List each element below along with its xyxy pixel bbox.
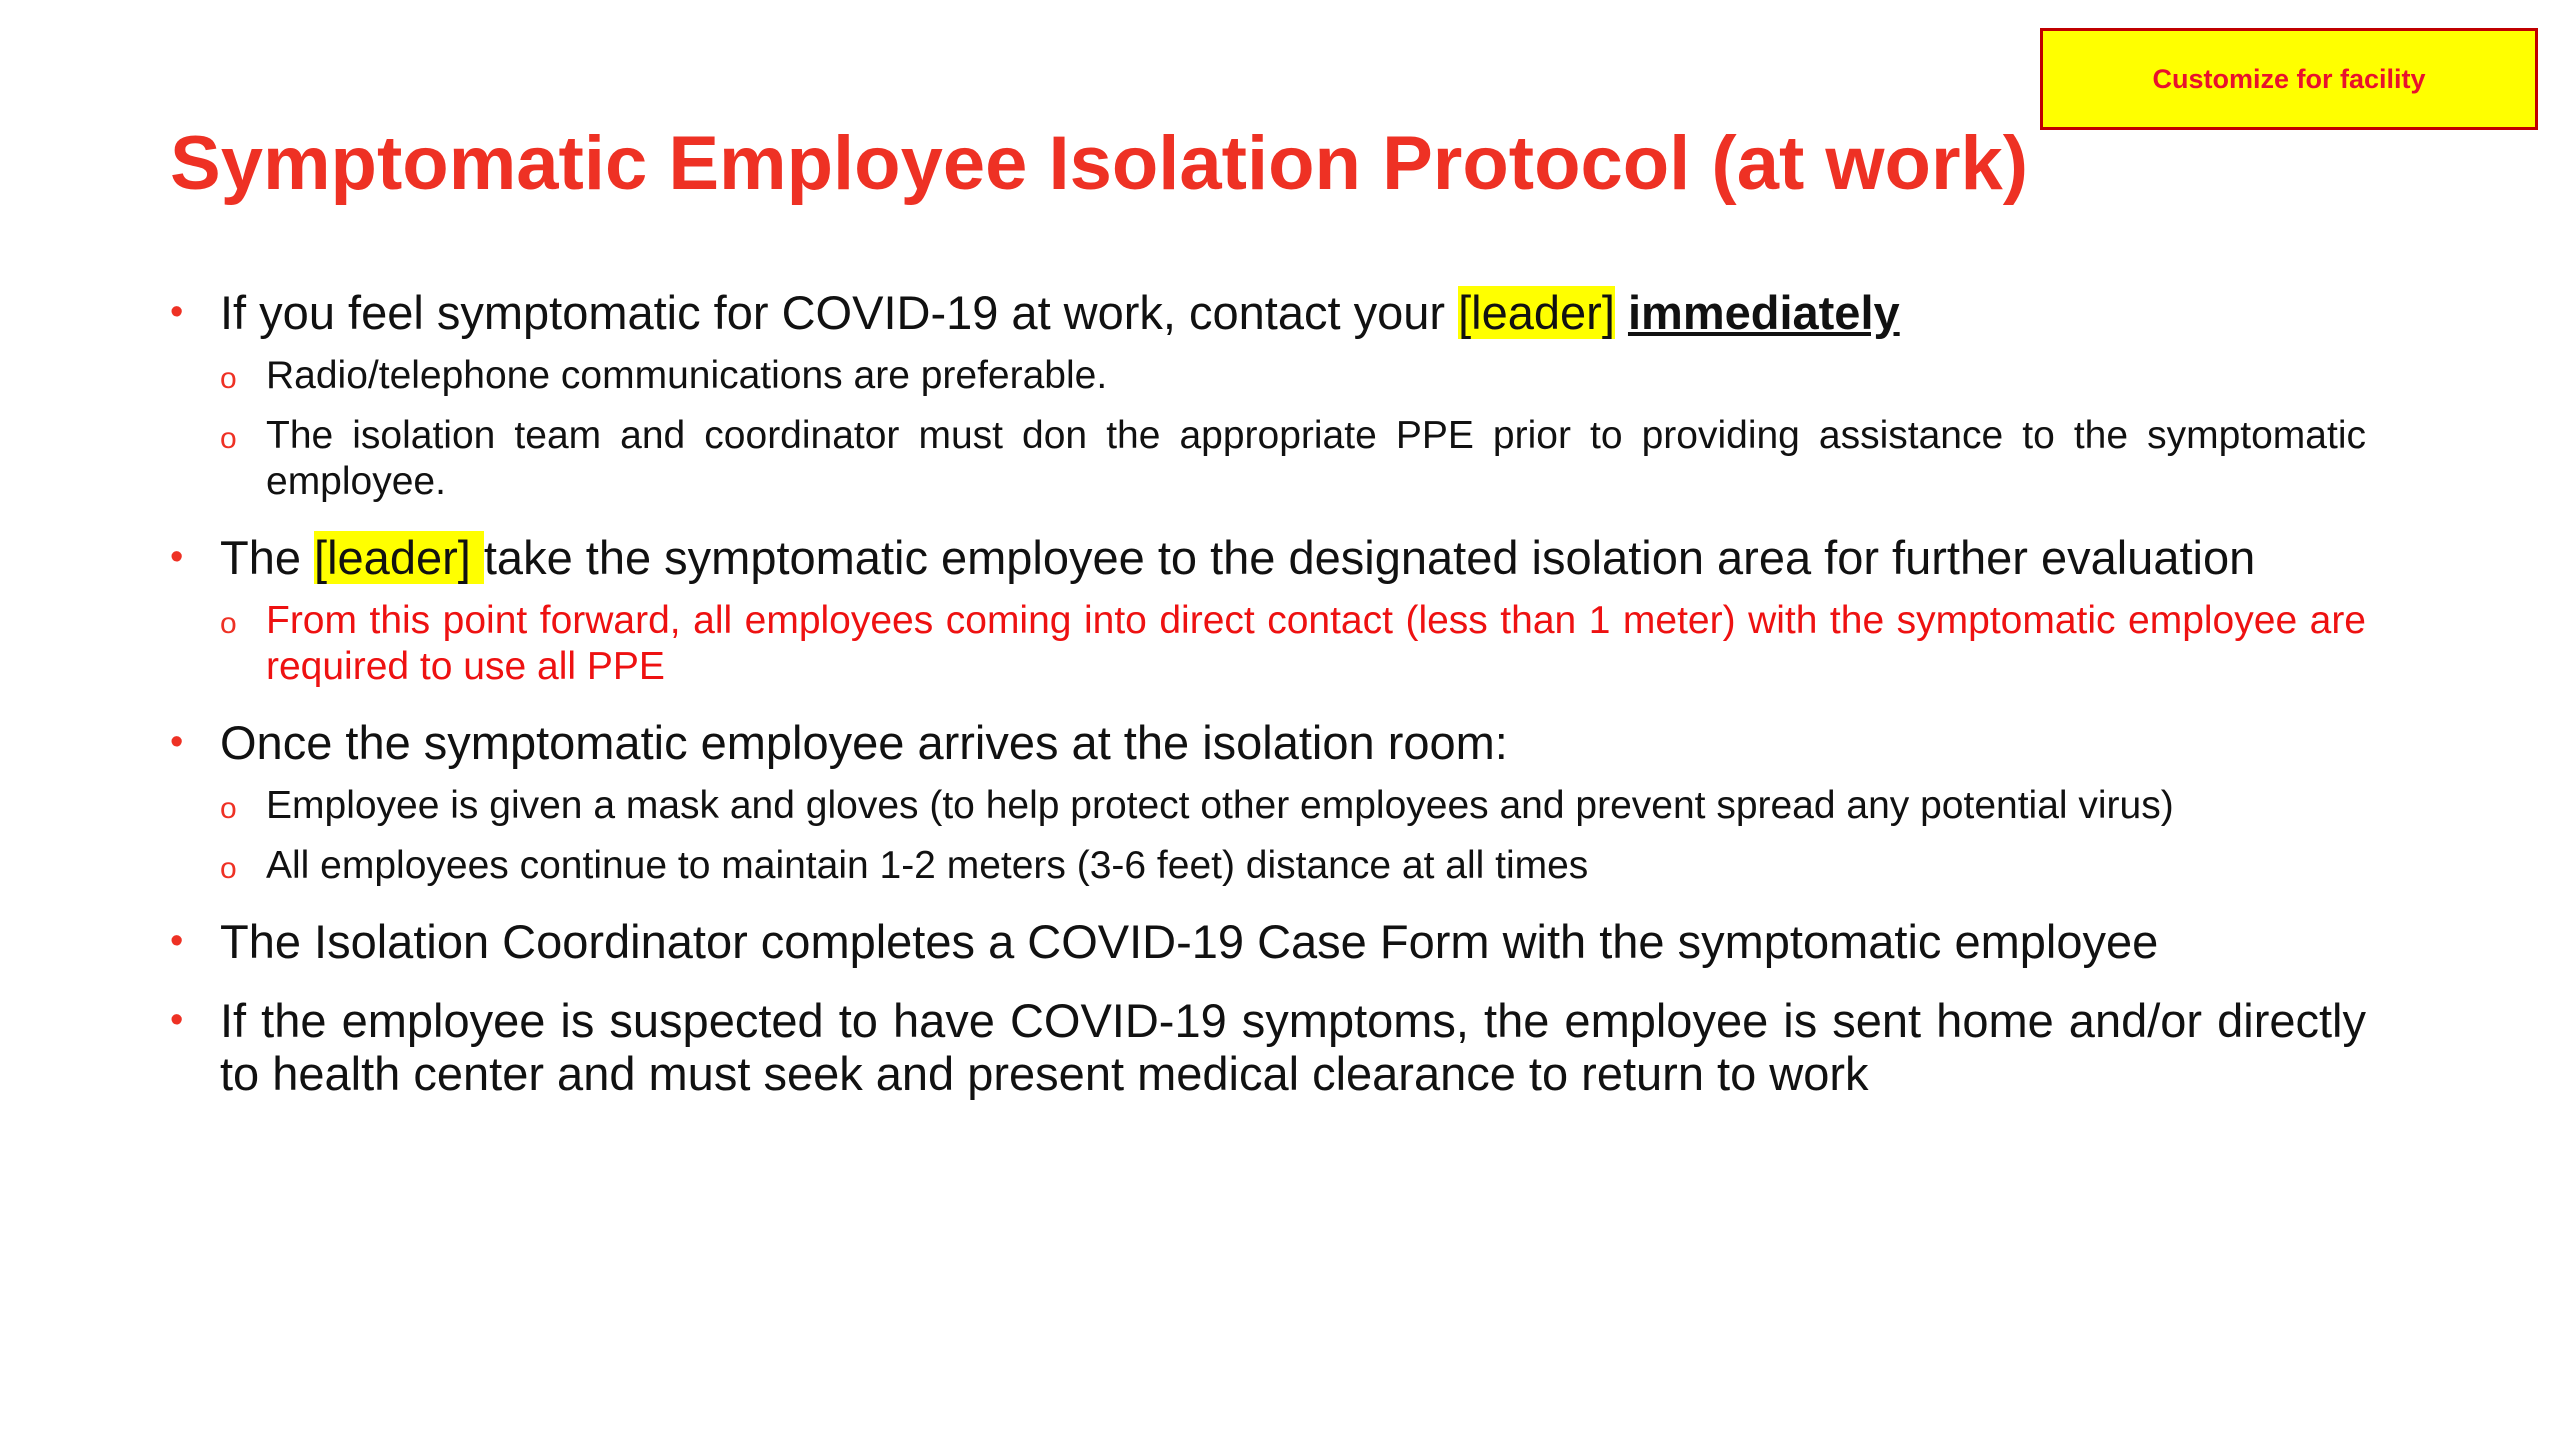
sub-bullet-text: From this point forward, all employees coming into direct contact (less than 1 meter) with the symptomatic employee are required to use all PPE [266,599,2366,688]
slide-title: Symptomatic Employee Isolation Protocol (at work) [170,121,2029,206]
bullet-icon: • [170,291,184,333]
leader-placeholder: [leader] [314,531,484,584]
sub-bullet-text: Radio/telephone communications are preferable. [266,354,1108,397]
bullet-item-isolation-room [170,716,2366,769]
customize-badge-label: Customize for facility [2152,63,2426,94]
bullet-text: Once the symptomatic employee arrives at the isolation room: [220,716,1508,769]
bullet-item-medical-clearance [170,994,2366,1100]
sub-bullet-item [220,413,2366,505]
bullet-item-case-form [170,915,2366,968]
bullet-item-contact-leader [170,286,2366,339]
sub-bullet-icon: o [220,852,237,885]
bullet-icon: • [170,536,184,578]
sub-bullet-text: All employees continue to maintain 1-2 meters (3-6 feet) distance at all times [266,844,1589,887]
sub-bullet-item [220,353,2366,399]
sub-bullet-item [220,783,2366,829]
sub-bullet-text: Employee is given a mask and gloves (to help protect other employees and prevent spread any potential virus) [266,784,2174,827]
sub-bullet-text: The isolation team and coordinator must don the appropriate PPE prior to providing assistance to the symptomatic employee. [266,414,2366,503]
sub-bullet-icon: o [220,422,237,455]
emphasis-immediately: immediately [1627,286,1900,339]
sub-bullet-icon: o [220,362,237,395]
sub-bullet-item [220,843,2366,889]
bullet-list [170,286,2366,1100]
bullet-item-isolation-area [170,531,2366,584]
bullet-icon: • [170,920,184,962]
leader-placeholder: [leader] [1458,286,1615,339]
bullet-icon: • [170,721,184,763]
sub-bullet-item-ppe-warning [220,598,2366,690]
bullet-icon: • [170,999,184,1041]
bullet-text: If the employee is suspected to have COVID-19 symptoms, the employee is sent home and/or directly to health center and must seek and present medical clearance to return to work [220,994,2366,1100]
bullet-text: The [220,531,315,584]
customize-badge [2040,28,2538,130]
bullet-text: take the symptomatic employee to the designated isolation area for further evaluation [483,531,2256,584]
bullet-text: The Isolation Coordinator completes a COVID-19 Case Form with the symptomatic employee [220,915,2159,968]
sub-bullet-icon: o [220,792,237,825]
sub-bullet-icon: o [220,607,237,640]
bullet-text: If you feel symptomatic for COVID-19 at work, contact your [220,286,1459,339]
